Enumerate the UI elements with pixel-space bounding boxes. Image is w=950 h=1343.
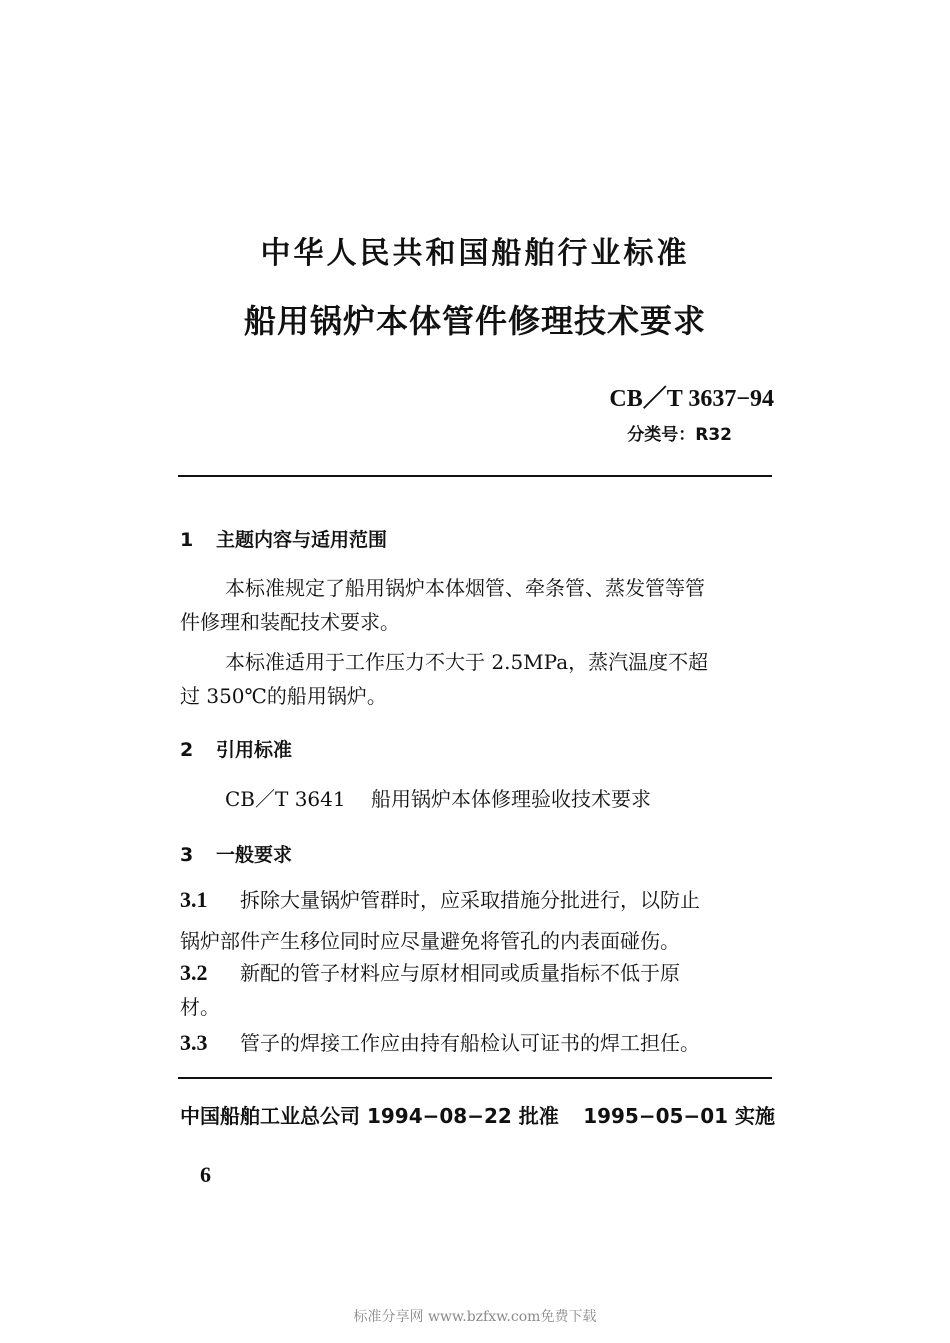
classification-number: 分类号：R32 bbox=[627, 425, 732, 445]
section-title: 引用标准 bbox=[216, 739, 293, 761]
standard-organization: 中华人民共和国船舶行业标准 bbox=[260, 236, 690, 271]
section-1-paragraph-1-line-1: 本标准规定了船用锅炉本体烟管、牵条管、蒸发管等管 bbox=[225, 576, 705, 600]
clause-number: 3.2 bbox=[180, 960, 208, 985]
implementation-date: 1995−05−01 实施 bbox=[583, 1104, 775, 1128]
section-number: 3 bbox=[180, 844, 194, 866]
section-1-paragraph-2-line-2: 过 350℃的船用锅炉。 bbox=[180, 684, 387, 708]
section-number: 2 bbox=[180, 739, 194, 761]
clause-text: 新配的管子材料应与原材相同或质量指标不低于原 bbox=[240, 961, 680, 985]
standard-title: 船用锅炉本体管件修理技术要求 bbox=[243, 302, 706, 340]
section-number: 1 bbox=[180, 529, 194, 551]
standard-code: CB／T 3637−94 bbox=[609, 386, 774, 412]
header-divider bbox=[178, 475, 772, 477]
section-1-heading bbox=[180, 525, 387, 552]
referenced-standard-title: 船用锅炉本体修理验收技术要求 bbox=[371, 787, 651, 811]
section-title: 一般要求 bbox=[216, 844, 293, 866]
referenced-standard bbox=[225, 789, 651, 809]
section-2-heading bbox=[180, 735, 292, 762]
page-number: 6 bbox=[200, 1162, 211, 1187]
watermark: 标准分享网 www.bzfxw.com免费下载 bbox=[353, 1309, 597, 1325]
clause-3-2-line-1 bbox=[180, 960, 680, 985]
section-1-paragraph-2-line-1: 本标准适用于工作压力不大于 2.5MPa，蒸汽温度不超 bbox=[225, 650, 709, 674]
approval-date: 中国船舶工业总公司 1994−08−22 批准 bbox=[180, 1104, 559, 1128]
referenced-standard-code: CB／T 3641 bbox=[225, 787, 346, 811]
clause-3-1-line-2: 锅炉部件产生移位同时应尽量避免将管孔的内表面碰伤。 bbox=[180, 929, 680, 953]
clause-3-2-line-2: 材。 bbox=[180, 995, 220, 1019]
clause-3-3-line-1 bbox=[180, 1030, 700, 1055]
clause-text: 管子的焊接工作应由持有船检认可证书的焊工担任。 bbox=[240, 1031, 700, 1055]
approval-line bbox=[180, 1100, 775, 1129]
clause-number: 3.3 bbox=[180, 1030, 208, 1055]
clause-3-1-line-1 bbox=[180, 887, 700, 912]
clause-text: 拆除大量锅炉管群时，应采取措施分批进行，以防止 bbox=[240, 888, 700, 912]
footer-divider bbox=[178, 1077, 772, 1079]
section-3-heading bbox=[180, 840, 292, 867]
section-title: 主题内容与适用范围 bbox=[216, 529, 388, 551]
clause-number: 3.1 bbox=[180, 887, 208, 912]
section-1-paragraph-1-line-2: 件修理和装配技术要求。 bbox=[180, 610, 400, 634]
